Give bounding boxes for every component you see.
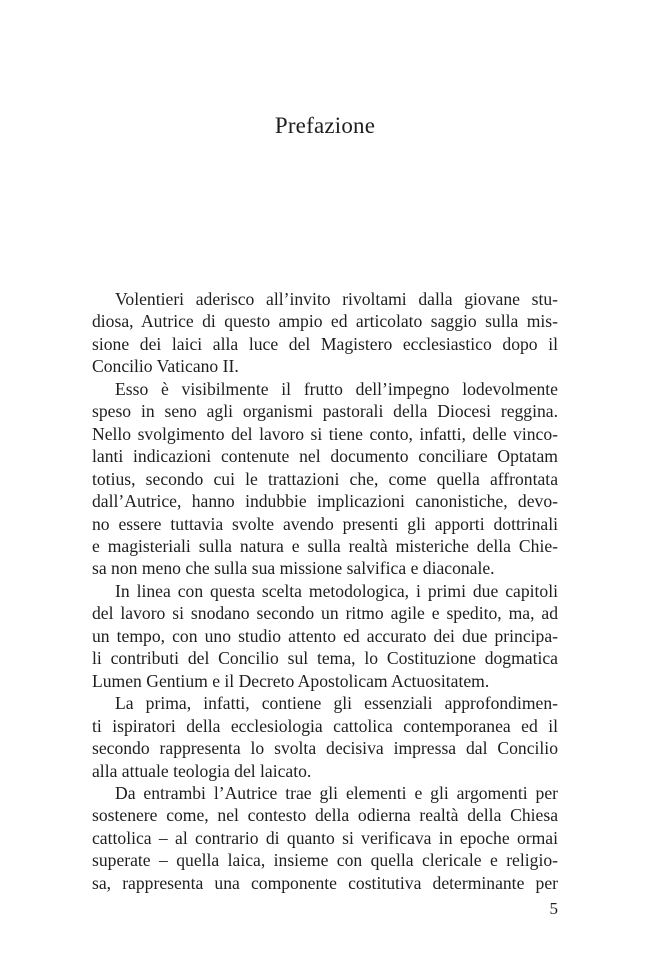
text-line: sostenere come, nel contesto della odierna realtà della Chiesa [92,805,558,826]
text-line: li contributi del Concilio sul tema, lo Costituzione dogmatica [92,648,558,669]
text-line: speso in seno agli organismi pastorali della Diocesi reggina. [92,401,558,422]
text-line: Lumen Gentium e il Decreto Apostolicam Actuositatem. [92,670,490,691]
text-line: secondo rappresenta lo svolta decisiva impressa dal Concilio [92,738,558,759]
text-line: Esso è visibilmente il frutto dell’impegno lodevolmente [115,378,558,399]
text-line: cattolica – al contrario di quanto si verificava in epoche ormai [92,827,558,848]
text-line: e magisteriali sulla natura e sulla realtà misteriche della Chie- [92,535,558,556]
text-line: no essere tuttavia svolte avendo presenti gli apporti dottrinali [92,513,558,534]
text-line: alla attuale teologia del laicato. [92,760,312,781]
text-line: Nello svolgimento del lavoro si tiene conto, infatti, delle vinco- [92,423,558,444]
text-line: Volentieri aderisco all’invito rivoltami dalla giovane stu- [115,289,558,309]
text-line: sa, rappresenta una componente costitutiva determinante per [92,872,558,893]
text-line: del lavoro si snodano secondo un ritmo agile e spedito, ma, ad [92,603,558,624]
text-line: Da entrambi l’Autrice trae gli elementi e gli argomenti per [115,782,558,803]
text-line: sione dei laici alla luce del Magistero ecclesiastico dopo il [92,333,558,354]
text-line: In linea con questa scelta metodologica, i primi due capitoli [115,580,558,601]
page-number: 5 [549,899,558,918]
text-line: totius, secondo cui le trattazioni che, come quella affrontata [92,468,558,489]
text-line: superate – quella laica, insieme con quella clericale e religio- [92,850,558,871]
text-line: Concilio Vaticano II. [92,356,239,377]
text-line: dall’Autrice, hanno indubbie implicazioni canonistiche, devo- [92,491,558,512]
text-line: La prima, infatti, contiene gli essenziali approfondimen- [115,693,558,714]
body-text [92,288,558,894]
text-line: ti ispiratori della ecclesiologia cattolica contemporanea ed il [92,715,558,736]
text-line: diosa, Autrice di questo ampio ed articolato saggio sulla mis- [92,311,558,332]
text-line: lanti indicazioni contenute nel documento conciliare Optatam [92,446,558,467]
page-title: Prefazione [274,113,376,138]
text-line: sa non meno che sulla sua missione salvifica e diaconale. [92,558,495,579]
text-line: un tempo, con uno studio attento ed accurato dei due principa- [92,625,558,646]
